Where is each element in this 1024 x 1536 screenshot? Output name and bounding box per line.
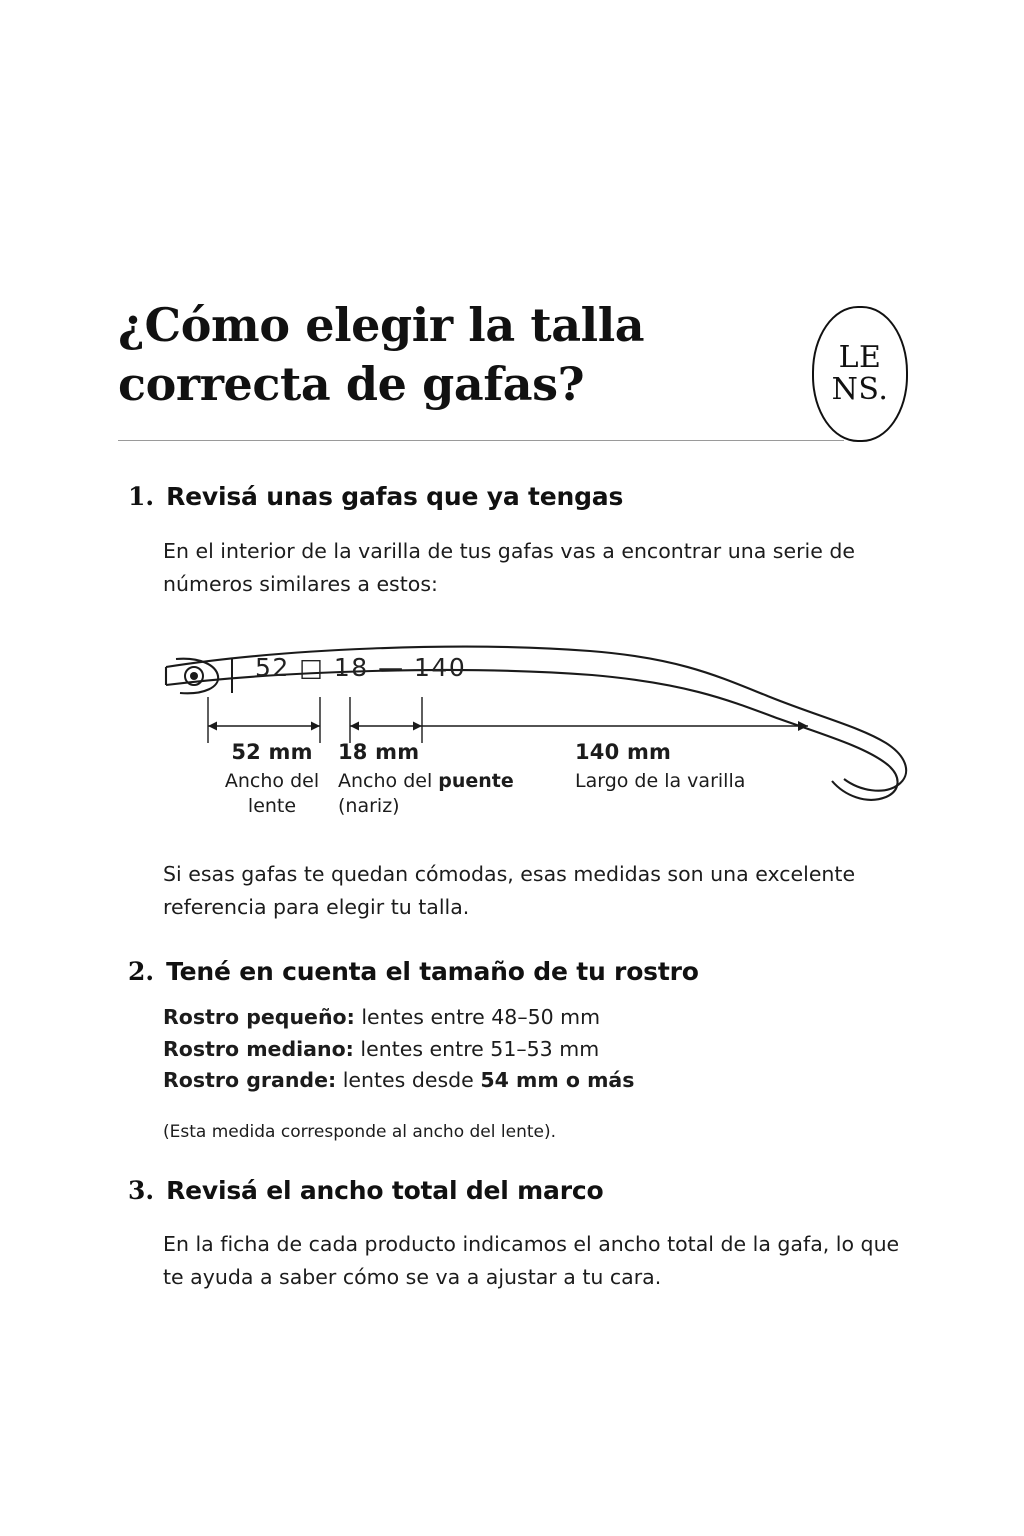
section-heading-2 — [128, 957, 699, 986]
section-heading-3 — [128, 1176, 603, 1205]
measurement-bridge-width — [338, 740, 568, 820]
measurement-temple-length — [575, 740, 875, 794]
brand-logo — [812, 306, 908, 442]
measurement-bridge-width-caption: Ancho del puente (nariz) — [338, 770, 514, 818]
measurement-lens-width-caption: Ancho del lente — [224, 770, 320, 818]
face-size-text-small: lentes entre 48–50 mm — [354, 1005, 601, 1029]
after-diagram-paragraph: Si esas gafas te quedan cómodas, esas medidas son una excelente referencia para elegir tu talla. — [163, 862, 856, 920]
logo-line-2: NS. — [831, 372, 889, 407]
face-size-text-medium: lentes entre 51–53 mm — [353, 1036, 600, 1061]
face-size-text-large: lentes desde — [336, 1068, 481, 1093]
page-title — [118, 296, 718, 414]
section-number-2: 2. — [128, 957, 155, 986]
title-line-2: correcta de gafas? — [118, 356, 585, 411]
measurement-lens-width — [212, 740, 332, 820]
list-item — [163, 1034, 883, 1066]
section-title-2: Tené en cuenta el tamaño de tu rostro — [166, 957, 699, 986]
section-number-3: 3. — [128, 1176, 155, 1205]
measurement-bridge-width-value: 18 mm — [338, 740, 420, 764]
header-divider — [118, 440, 844, 441]
measurement-lens-width-value: 52 mm — [231, 740, 313, 764]
header — [118, 296, 908, 414]
face-size-note: (Esta medida corresponde al ancho del lente). — [163, 1122, 557, 1142]
face-size-list — [163, 1002, 883, 1097]
measurement-temple-length-value: 140 mm — [575, 740, 672, 764]
list-item — [163, 1065, 883, 1097]
face-size-text-large-bold: 54 mm o más — [480, 1068, 635, 1093]
section-heading-1 — [128, 482, 623, 511]
frame-engraving-text: 52 □ 18 — 140 — [255, 653, 467, 682]
face-size-label-medium: Rostro mediano: — [163, 1036, 354, 1061]
section-title-1: Revisá unas gafas que ya tengas — [166, 482, 624, 511]
section-number-1: 1. — [128, 482, 155, 511]
measurement-temple-length-caption: Largo de la varilla — [575, 770, 746, 792]
section-3-paragraph: En la ficha de cada producto indicamos el ancho total de la gafa, lo que te ayuda a saber cómo se va a ajustar a tu cara. — [163, 1232, 900, 1290]
title-line-1: ¿Cómo elegir la talla — [118, 298, 645, 352]
logo-line-1: LE — [838, 339, 882, 375]
face-size-label-large: Rostro grande: — [163, 1068, 337, 1093]
section-title-3: Revisá el ancho total del marco — [166, 1176, 604, 1205]
face-size-label-small: Rostro pequeño: — [163, 1005, 355, 1029]
section-1-paragraph: En el interior de la varilla de tus gafas vas a encontrar una serie de números similares a estos: — [163, 539, 855, 597]
temple-arm-diagram — [160, 625, 930, 855]
list-item — [163, 1002, 883, 1034]
